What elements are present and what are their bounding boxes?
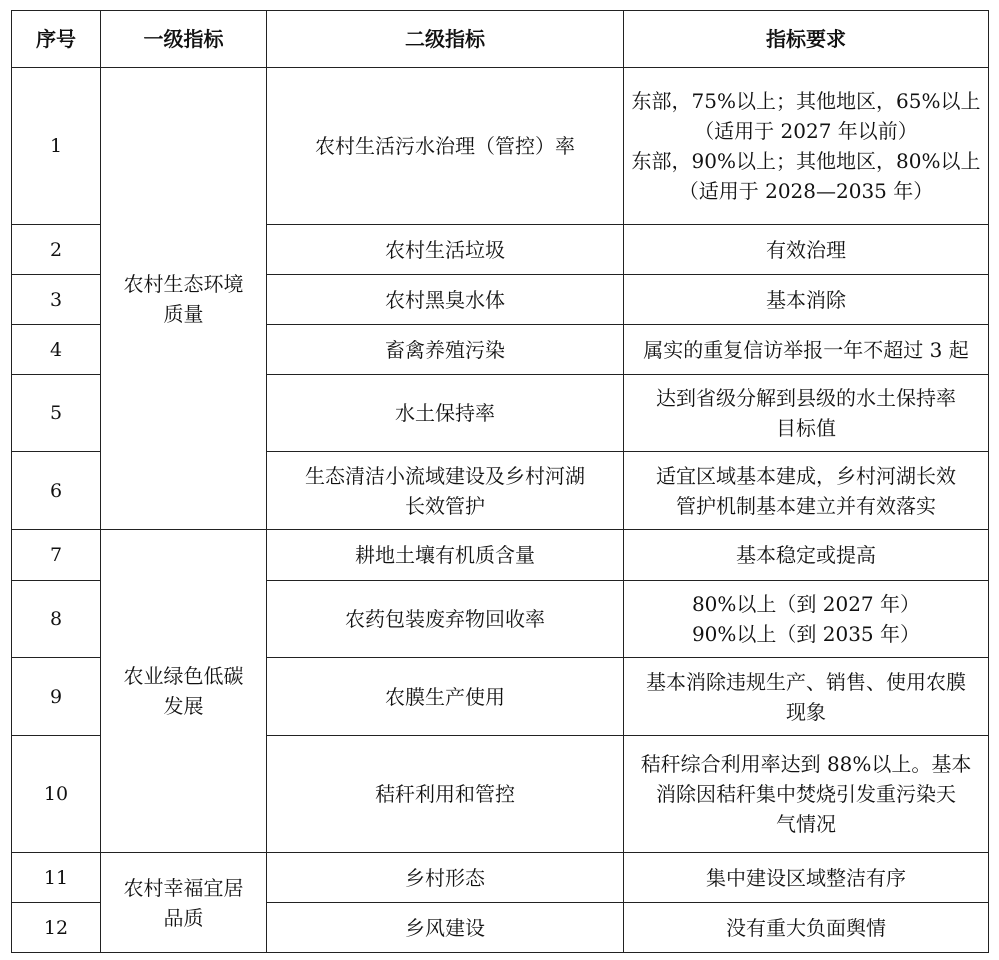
primary-indicator-cell-line: 农村幸福宜居	[123, 875, 244, 900]
primary-indicator-cell	[101, 530, 267, 853]
secondary-indicator-cell	[267, 225, 624, 275]
secondary-indicator-cell-line: 乡风建设	[405, 915, 485, 940]
primary-indicator-cell-line: 质量	[163, 301, 204, 326]
secondary-indicator-cell	[267, 452, 624, 530]
requirement-cell	[624, 903, 989, 953]
requirement-cell-line: 没有重大负面舆情	[726, 915, 886, 940]
requirement-cell-line: 达到省级分解到县级的水土保持率	[656, 386, 956, 410]
serial-number-cell: 6	[12, 452, 101, 530]
requirement-cell-line: 90%以上（到 2035 年）	[691, 622, 921, 646]
header-primary-indicator: 一级指标	[101, 11, 267, 68]
serial-number-cell: 2	[12, 225, 101, 275]
requirement-cell	[624, 853, 989, 903]
serial-number-cell: 10	[12, 736, 101, 853]
primary-indicator-cell	[101, 853, 267, 953]
secondary-indicator-cell-line: 秸秆利用和管控	[375, 782, 515, 806]
secondary-indicator-cell-line: 农村生活污水治理（管控）率	[315, 134, 575, 158]
requirement-cell-line: 秸秆综合利用率达到 88%以上。基本	[640, 752, 972, 776]
requirement-cell-line: 目标值	[776, 416, 836, 440]
secondary-indicator-cell	[267, 530, 624, 581]
serial-number-cell: 12	[12, 903, 101, 953]
requirement-cell	[624, 530, 989, 581]
secondary-indicator-cell	[267, 853, 624, 903]
table-body	[12, 68, 989, 953]
secondary-indicator-cell-line: 农村生活垃圾	[385, 237, 505, 262]
header-row	[12, 11, 989, 68]
requirement-cell-line: 基本消除	[766, 287, 846, 312]
secondary-indicator-cell-line: 农村黑臭水体	[385, 287, 505, 312]
header-serial-number: 序号	[12, 11, 101, 68]
requirement-cell	[624, 452, 989, 530]
serial-number-cell: 11	[12, 853, 101, 903]
secondary-indicator-cell	[267, 658, 624, 736]
primary-indicator-cell-line: 品质	[163, 905, 204, 930]
requirement-cell-line: 基本稳定或提高	[736, 543, 876, 567]
secondary-indicator-cell-line: 长效管护	[405, 493, 485, 518]
requirement-cell	[624, 325, 989, 375]
secondary-indicator-cell	[267, 275, 624, 325]
secondary-indicator-cell	[267, 68, 624, 225]
requirement-cell-line: 管护机制基本建立并有效落实	[676, 493, 936, 518]
requirement-cell-line: 现象	[786, 699, 826, 724]
requirement-cell-line: 有效治理	[766, 237, 846, 262]
secondary-indicator-cell-line: 水土保持率	[395, 401, 495, 425]
secondary-indicator-cell	[267, 325, 624, 375]
requirement-cell	[624, 658, 989, 736]
requirement-cell-line: 80%以上（到 2027 年）	[691, 592, 921, 616]
requirement-cell-line: 气情况	[776, 812, 836, 836]
secondary-indicator-cell-line: 耕地土壤有机质含量	[355, 543, 535, 567]
table-row	[12, 853, 989, 903]
requirement-cell-line: 适宜区域基本建成，乡村河湖长效	[656, 463, 956, 488]
requirement-cell	[624, 375, 989, 452]
secondary-indicator-cell	[267, 375, 624, 452]
requirement-cell-line: 消除因秸秆集中焚烧引发重污染天	[656, 782, 956, 806]
secondary-indicator-cell-line: 生态清洁小流域建设及乡村河湖	[305, 463, 585, 488]
requirement-cell	[624, 225, 989, 275]
requirement-cell-line: 东部，75%以上；其他地区，65%以上	[631, 89, 981, 113]
requirement-cell	[624, 68, 989, 225]
table-row	[12, 530, 989, 581]
requirement-cell-line: （适用于 2028—2035 年）	[678, 179, 934, 203]
requirement-cell-line: （适用于 2027 年以前）	[694, 119, 918, 143]
serial-number-cell: 5	[12, 375, 101, 452]
secondary-indicator-cell	[267, 903, 624, 953]
requirement-cell-line: 集中建设区域整洁有序	[706, 865, 906, 890]
requirement-cell	[624, 736, 989, 853]
serial-number-cell: 7	[12, 530, 101, 581]
requirement-cell-line: 东部，90%以上；其他地区，80%以上	[631, 149, 981, 173]
secondary-indicator-cell-line: 农药包装废弃物回收率	[345, 607, 545, 631]
serial-number-cell: 4	[12, 325, 101, 375]
primary-indicator-cell	[101, 68, 267, 530]
primary-indicator-cell-line: 农村生态环境	[123, 271, 244, 296]
secondary-indicator-cell-line: 乡村形态	[405, 865, 485, 890]
secondary-indicator-cell-line: 农膜生产使用	[385, 684, 505, 709]
secondary-indicator-cell	[267, 581, 624, 658]
serial-number-cell: 8	[12, 581, 101, 658]
header-indicator-requirement: 指标要求	[624, 11, 989, 68]
indicator-table-container	[11, 10, 989, 953]
header-secondary-indicator: 二级指标	[267, 11, 624, 68]
secondary-indicator-cell	[267, 736, 624, 853]
indicator-table	[11, 10, 989, 953]
table-row	[12, 68, 989, 225]
serial-number-cell: 3	[12, 275, 101, 325]
primary-indicator-cell-line: 农业绿色低碳	[123, 664, 244, 688]
serial-number-cell: 1	[12, 68, 101, 225]
secondary-indicator-cell-line: 畜禽养殖污染	[385, 337, 505, 362]
primary-indicator-cell-line: 发展	[163, 694, 204, 718]
requirement-cell-line: 基本消除违规生产、销售、使用农膜	[646, 669, 966, 694]
serial-number-cell: 9	[12, 658, 101, 736]
requirement-cell	[624, 275, 989, 325]
requirement-cell-line: 属实的重复信访举报一年不超过 3 起	[643, 337, 969, 362]
requirement-cell	[624, 581, 989, 658]
